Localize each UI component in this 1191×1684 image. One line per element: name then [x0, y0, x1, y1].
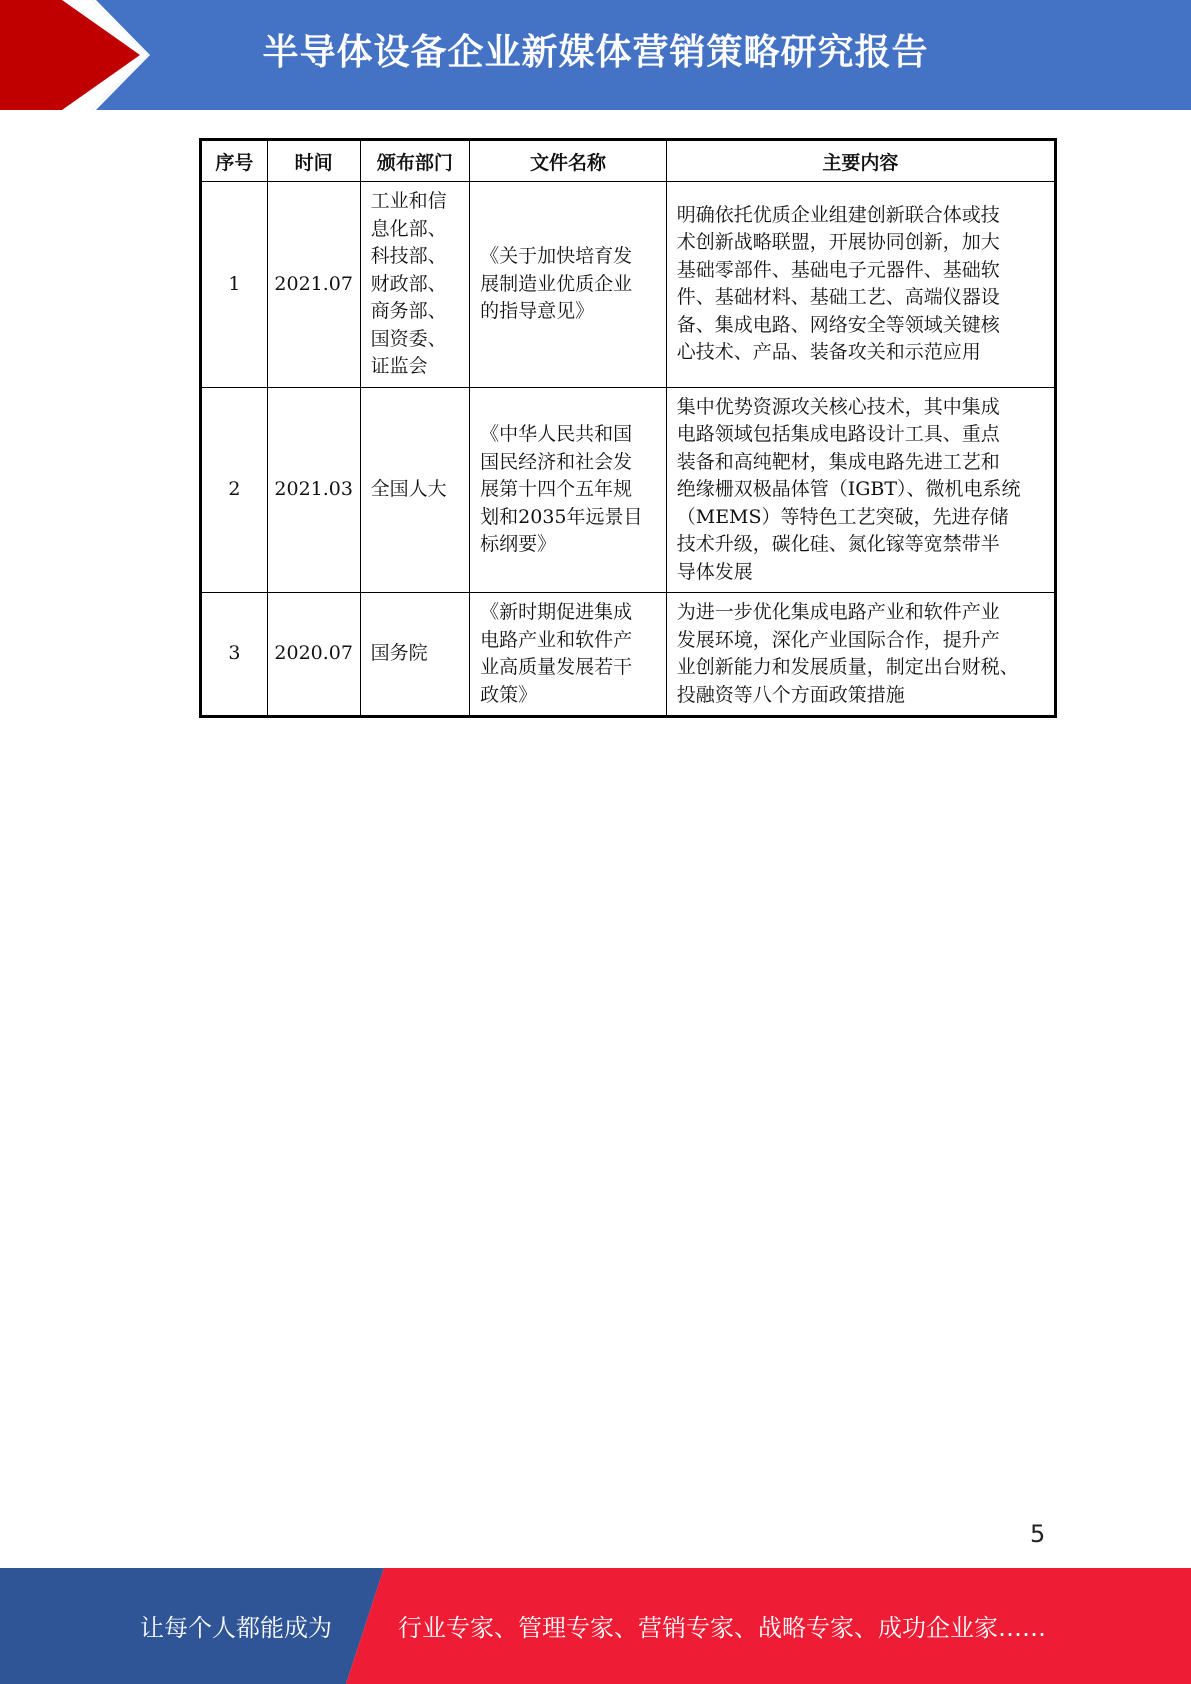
row-content [666, 593, 1055, 717]
table-header-row [201, 140, 1056, 182]
row-doc [470, 182, 667, 388]
report-title: 半导体设备企业新媒体营销策略研究报告 [262, 32, 929, 73]
cell-line: 技术升级，碳化硅、氮化镓等宽禁带半 [676, 533, 1000, 555]
page-footer [0, 1568, 1191, 1684]
cell-line: 《中华人民共和国 [480, 423, 633, 445]
row-date: 2021.07 [267, 182, 360, 388]
column-header-doc: 文件名称 [470, 140, 667, 182]
cell-line: 为进一步优化集成电路产业和软件产业 [676, 601, 1000, 623]
policy-table [199, 138, 1057, 718]
cell-line: 导体发展 [676, 560, 753, 583]
row-no: 1 [201, 182, 268, 388]
cell-line: 集中优势资源攻关核心技术，其中集成 [676, 395, 1000, 418]
row-dept [360, 593, 470, 717]
cell-line: 划和2035年远景目 [480, 505, 643, 528]
cell-line: 电路领域包括集成电路设计工具、重点 [676, 423, 1000, 445]
cell-line: 国资委、 [370, 327, 447, 350]
row-no: 2 [201, 387, 268, 593]
cell-line: 《新时期促进集成 [480, 601, 633, 623]
table-row [201, 182, 1056, 388]
footer-slogan-right: 行业专家、管理专家、营销专家、战略专家、成功企业家…… [398, 1614, 1046, 1642]
cell-line: 商务部、 [370, 300, 447, 322]
page-number: 5 [1030, 1520, 1046, 1548]
page-header [0, 0, 1191, 110]
row-date: 2020.07 [267, 593, 360, 717]
cell-line: 发展环境，深化产业国际合作，提升产 [676, 628, 1000, 651]
row-doc [470, 387, 667, 593]
cell-line: 展制造业优质企业 [480, 272, 633, 295]
cell-line: 财政部、 [370, 272, 447, 295]
cell-line: 绝缘栅双极晶体管（IGBT）、微机电系统 [676, 478, 1021, 500]
cell-line: 基础零部件、基础电子元器件、基础软 [676, 258, 1000, 281]
footer-slogan-left: 让每个人都能成为 [140, 1614, 332, 1642]
cell-line: 心技术、产品、装备攻关和示范应用 [676, 341, 981, 364]
cell-line: 业创新能力和发展质量，制定出台财税、 [676, 656, 1019, 678]
cell-line: 标纲要》 [480, 533, 557, 555]
row-dept [360, 387, 470, 593]
row-content [666, 387, 1055, 593]
cell-line: 《关于加快培育发 [480, 245, 633, 267]
cell-line: 全国人大 [370, 478, 447, 500]
cell-line: 国民经济和社会发 [480, 450, 633, 473]
cell-line: 业高质量发展若干 [480, 656, 633, 678]
cell-line: 政策》 [480, 683, 538, 706]
cell-line: 电路产业和软件产 [480, 628, 633, 651]
table-row [201, 387, 1056, 593]
column-header-dept: 颁布部门 [360, 140, 470, 182]
cell-line: 术创新战略联盟，开展协同创新，加大 [676, 231, 1000, 254]
cell-line: 工业和信 [370, 190, 447, 212]
cell-line: （MEMS）等特色工艺突破，先进存储 [676, 505, 1009, 528]
cell-line: 的指导意见》 [480, 300, 595, 322]
cell-line: 备、集成电路、网络安全等领域关键核 [676, 313, 1000, 336]
table-row [201, 593, 1056, 717]
row-dept [360, 182, 470, 388]
row-doc [470, 593, 667, 717]
cell-line: 装备和高纯靶材，集成电路先进工艺和 [676, 450, 1000, 473]
column-header-no: 序号 [201, 140, 268, 182]
column-header-content: 主要内容 [666, 140, 1055, 182]
cell-line: 展第十四个五年规 [480, 478, 633, 500]
row-content [666, 182, 1055, 388]
cell-line: 证监会 [370, 355, 428, 377]
cell-line: 国务院 [370, 642, 428, 665]
cell-line: 息化部、 [370, 217, 447, 240]
cell-line: 投融资等八个方面政策措施 [676, 683, 905, 706]
cell-line: 科技部、 [370, 245, 447, 267]
row-no: 3 [201, 593, 268, 717]
row-date: 2021.03 [267, 387, 360, 593]
cell-line: 件、基础材料、基础工艺、高端仪器设 [676, 286, 1000, 309]
column-header-date: 时间 [267, 140, 360, 182]
cell-line: 明确依托优质企业组建创新联合体或技 [676, 203, 1000, 226]
